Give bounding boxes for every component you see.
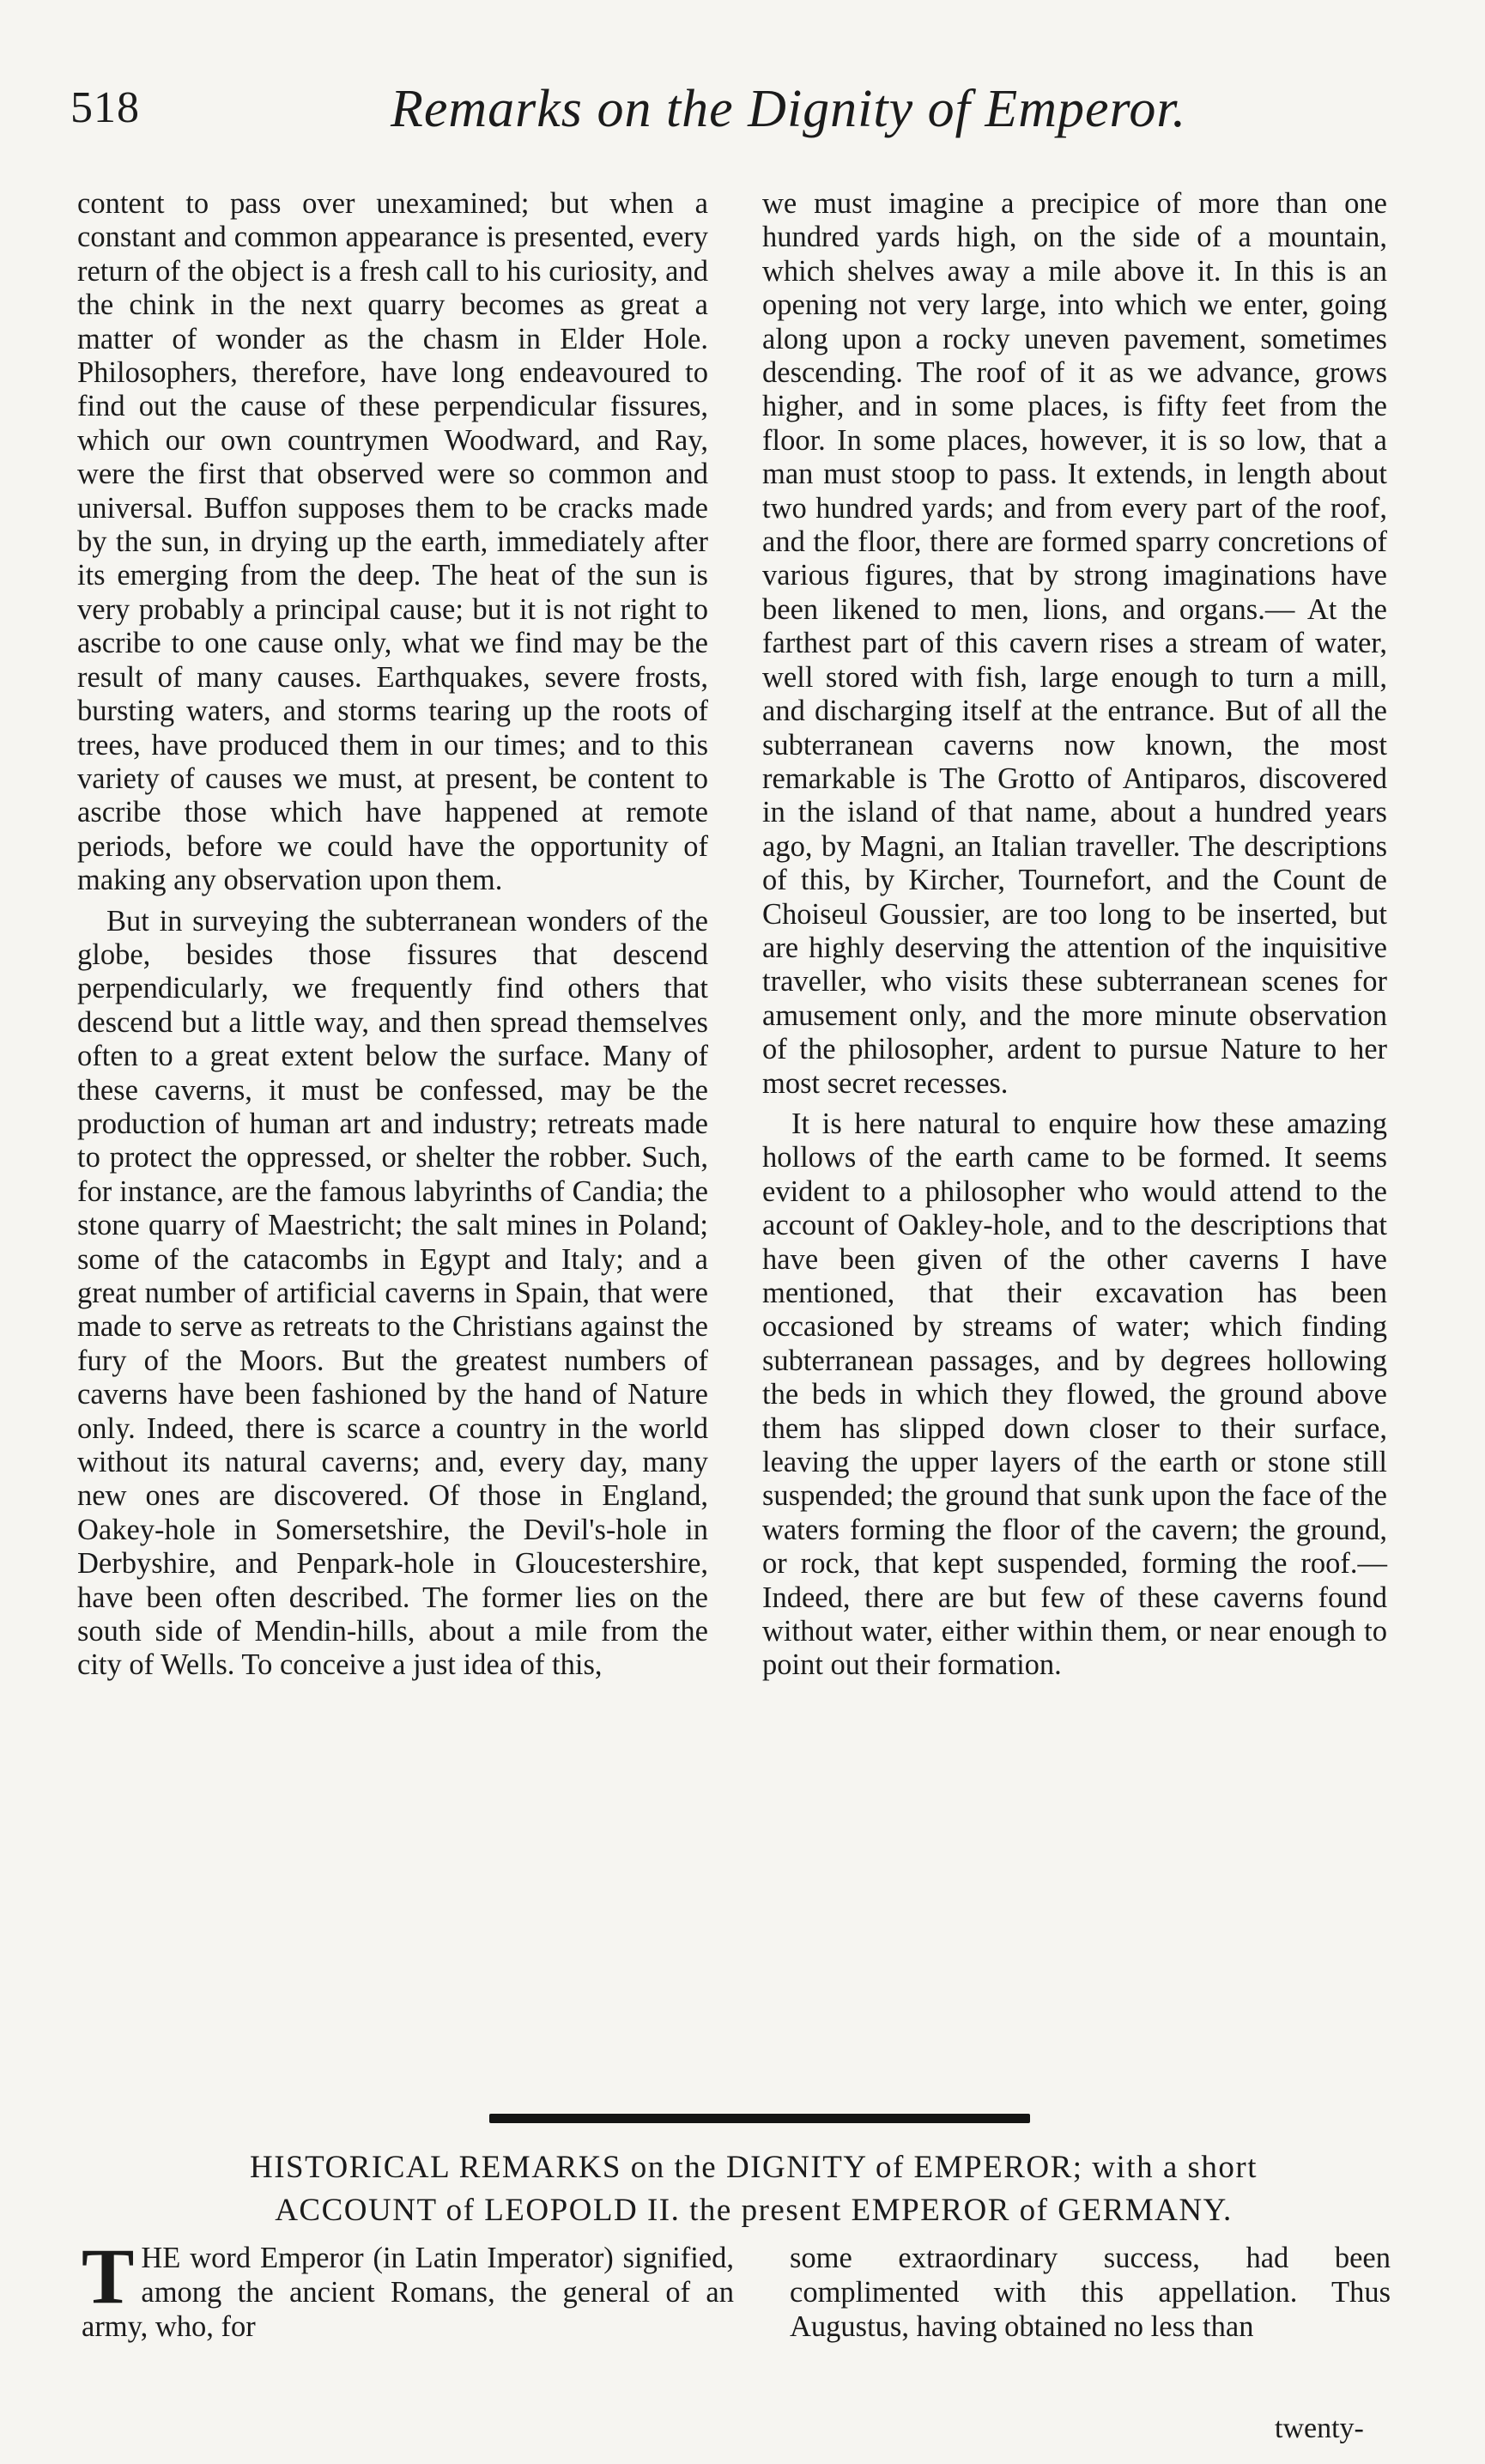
right-column <box>762 187 1387 1683</box>
running-head: Remarks on the Dignity of Emperor. <box>391 80 1187 138</box>
article-right-column <box>790 2241 1391 2344</box>
page-number: 518 <box>70 83 140 132</box>
left-paragraph-2: But in surveying the subterranean wonders of the globe, besides those fissures that descend perpendicularly, we frequently find others that descend but a little way, and then spread themselves often to a great extent below the surface. Many of these caverns, it must be confessed, may be the production of human art and industry; retreats made to protect the oppressed, or shelter the robber. Such, for instance, are the famous labyrinths of Candia; the stone quarry of Maestricht; the salt mines in Poland; some of the catacombs in Egypt and Italy; and a great number of artificial caverns in Spain, that were made to serve as retreats to the Christians against the fury of the Moors. But the greatest numbers of caverns have been fashioned by the hand of Nature only. Indeed, there is scarce a country in the world without its natural caverns; and, every day, many new ones are discovered. Of those in England, Oakey-hole in Somersetshire, the Devil's-hole in Derbyshire, and Penpark-hole in Gloucestershire, have been often described. The former lies on the south side of Mendin-hills, about a mile from the city of Wells. To conceive a just idea of this, <box>77 904 708 1682</box>
left-column <box>77 187 708 1683</box>
article-title-line-1: HISTORICAL REMARKS on the DIGNITY of EMPEROR; with a short <box>249 2150 1258 2185</box>
article-title-line-2: ACCOUNT of LEOPOLD II. the present EMPEROR of GERMANY. <box>275 2193 1233 2228</box>
article-left-text: HE word Emperor (in Latin Imperator) signified, among the ancient Romans, the general of an army, who, for <box>82 2242 734 2343</box>
article-title <box>101 2146 1406 2232</box>
right-paragraph-2: It is here natural to enquire how these amazing hollows of the earth came to be formed. It seems evident to a philosopher who would attend to the account of Oakley-hole, and to the descriptions that have been given of the other caverns I have mentioned, that their excavation has been occasioned by streams of water; which finding subterranean passages, and by degrees hollowing the beds in which they flowed, the ground above them has slipped down closer to their surface, leaving the upper layers of the earth or stone still suspended; the ground that sunk upon the face of the waters forming the floor of the cavern; the ground, or rock, that kept suspended, forming the roof.— Indeed, there are but few of these caverns found without water, either within them, or near enough to point out their formation. <box>762 1107 1387 1682</box>
drop-cap: T <box>82 2232 135 2320</box>
section-divider-rule <box>489 2114 1030 2123</box>
article-left-column <box>82 2232 734 2344</box>
right-paragraph-1: we must imagine a precipice of more than one hundred yards high, on the side of a mountain, which shelves away a mile above it. In this is an opening not very large, into which we enter, going along upon a rocky uneven pavement, sometimes descending. The roof of it as we advance, grows higher, and in some places, is fifty feet from the floor. In some places, however, it is so low, that a man must stoop to pass. It extends, in length about two hundred yards; and from every part of the roof, and the floor, there are formed sparry concretions of various figures, that by strong imaginations have been likened to men, lions, and organs.— At the farthest part of this cavern rises a stream of water, well stored with fish, large enough to turn a mill, and discharging itself at the entrance. But of all the subterranean caverns now known, the most remarkable is The Grotto of Antiparos, discovered in the island of that name, about a hundred years ago, by Magni, an Italian traveller. The descriptions of this, by Kircher, Tournefort, and the Count de Choiseul Goussier, are too long to be inserted, but are highly deserving the attention of the inquisitive traveller, who visits these subterranean scenes for amusement only, and the more minute observation of the philosopher, ardent to pursue Nature to her most secret recesses. <box>762 187 1387 1100</box>
left-paragraph-1: content to pass over unexamined; but when a constant and common appearance is presented, every return of the object is a fresh call to his curiosity, and the chink in the next quarry becomes as great a matter of wonder as the chasm in Elder Hole. Philosophers, therefore, have long endeavoured to find out the cause of these perpendicular fissures, which our own countrymen Woodward, and Ray, were the first that observed were so common and universal. Buffon supposes them to be cracks made by the sun, in drying up the earth, immediately after its emerging from the deep. The heat of the sun is very probably a principal cause; but it is not right to ascribe to one cause only, what we find may be the result of many causes. Earthquakes, severe frosts, bursting waters, and storms tearing up the roots of trees, have produced them in our times; and to this variety of causes we must, at present, be content to ascribe those which have happened at remote periods, before we could have the opportunity of making any observation upon them. <box>77 187 708 897</box>
catchword: twenty- <box>1275 2412 1364 2444</box>
article-right-text: some extraordinary success, had been complimented with this appellation. Thus Augustus, having obtained no less than <box>790 2242 1391 2343</box>
